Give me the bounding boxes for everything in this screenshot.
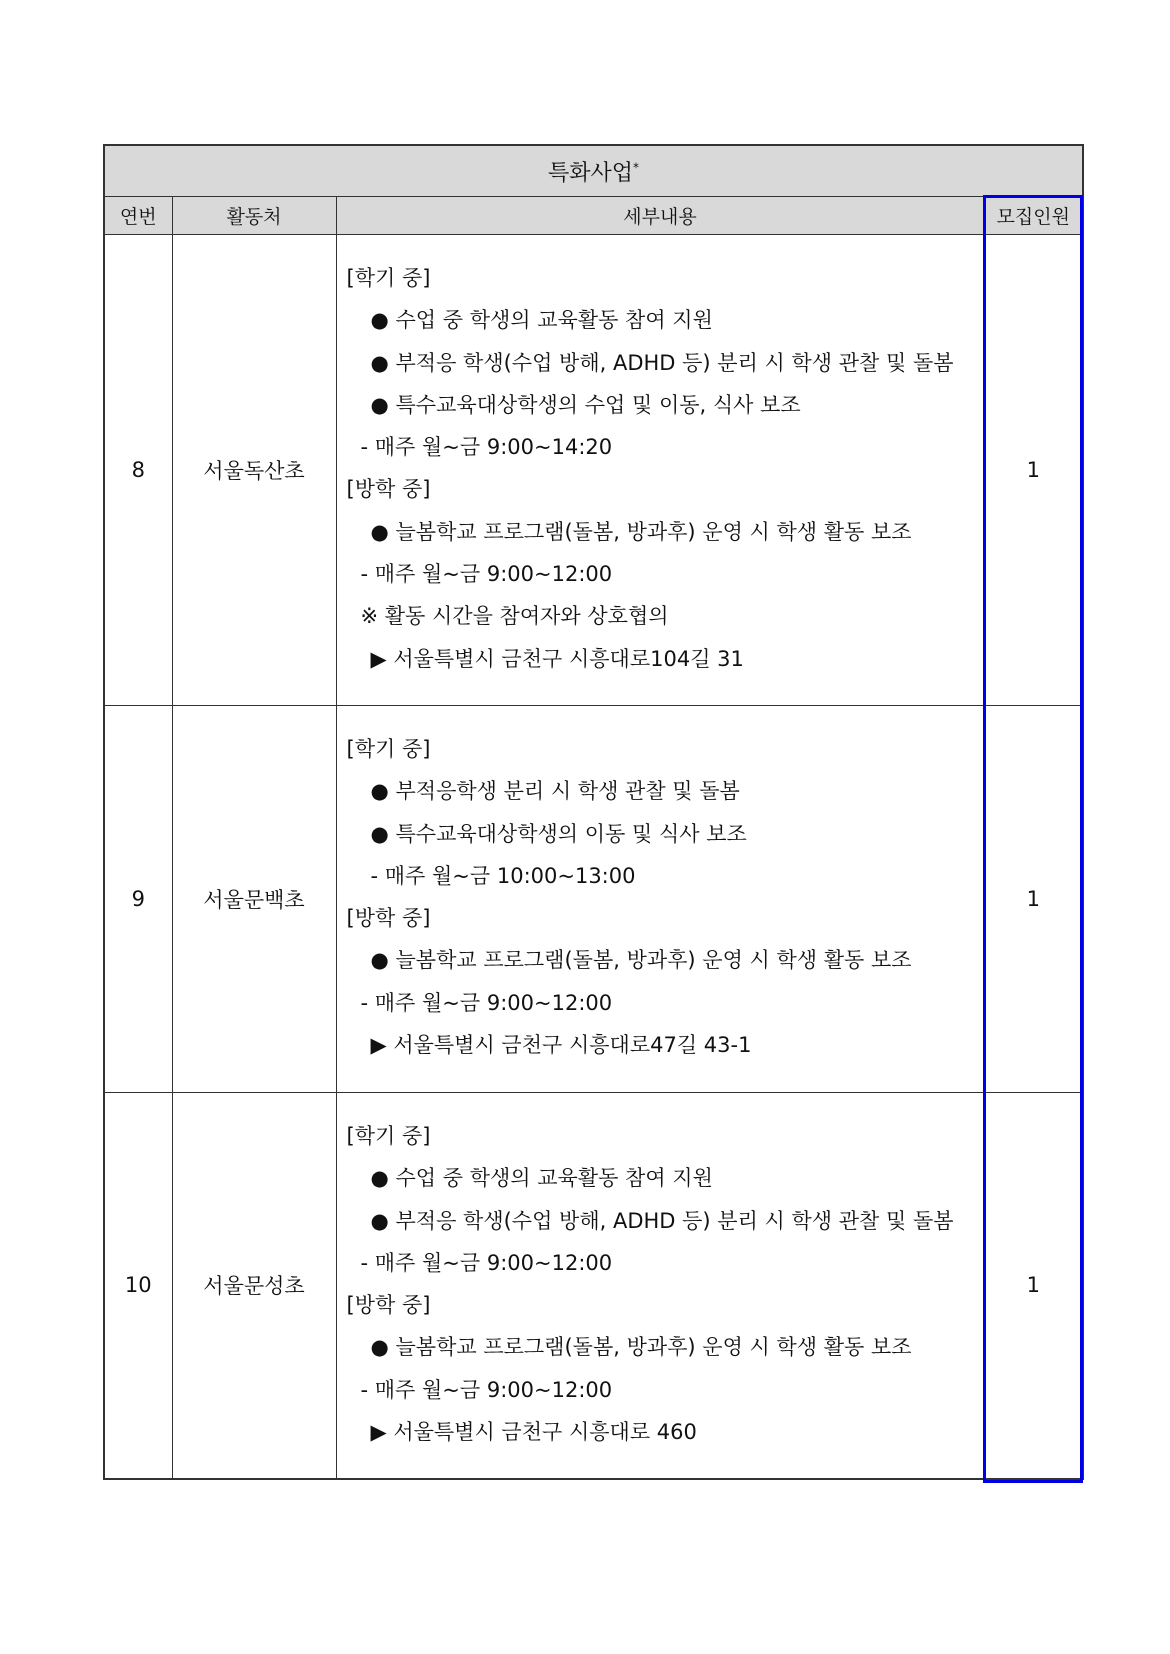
detail-line: ● 부적응 학생(수업 방해, ADHD 등) 분리 시 학생 관찰 및 돌봄 [370,1208,954,1233]
header-details: 세부내용 [336,197,984,235]
detail-line: ● 늘봄학교 프로그램(돌봄, 방과후) 운영 시 학생 활동 보조 [370,948,912,973]
row-details [336,1093,984,1479]
row-count: 1 [984,235,1083,706]
table-row [104,1093,1083,1479]
detail-line: ● 늘봄학교 프로그램(돌봄, 방과후) 운영 시 학생 활동 보조 [370,519,912,544]
detail-line: [방학 중] [346,1293,431,1318]
row-no: 9 [104,706,172,1093]
header-count: 모집인원 [984,197,1083,235]
detail-line: - 매주 월~금 9:00~12:00 [360,562,613,587]
row-place: 서울문백초 [172,706,336,1093]
row-details [336,706,984,1093]
detail-line: ● 특수교육대상학생의 수업 및 이동, 식사 보조 [370,392,801,417]
row-details [336,235,984,706]
detail-line: - 매주 월~금 9:00~14:20 [360,435,613,460]
detail-line: ● 수업 중 학생의 교육활동 참여 지원 [370,1166,713,1191]
table-row [104,235,1083,706]
detail-line: - 매주 월~금 10:00~13:00 [370,863,636,888]
header-place: 활동처 [172,197,336,235]
detail-line: ● 부적응 학생(수업 방해, ADHD 등) 분리 시 학생 관찰 및 돌봄 [370,350,954,375]
detail-line: ● 늘봄학교 프로그램(돌봄, 방과후) 운영 시 학생 활동 보조 [370,1335,912,1360]
detail-line: [학기 중] [346,737,431,761]
detail-line: ● 특수교육대상학생의 이동 및 식사 보조 [370,821,747,846]
detail-line: ● 부적응학생 분리 시 학생 관찰 및 돌봄 [370,779,740,804]
row-place: 서울독산초 [172,235,336,706]
table-row [104,706,1083,1093]
row-count: 1 [984,706,1083,1093]
detail-line: [방학 중] [346,477,431,502]
detail-line: - 매주 월~금 9:00~12:00 [360,1250,613,1275]
program-table [103,144,1084,1480]
detail-line: ▶ 서울특별시 금천구 시흥대로 460 [370,1420,697,1445]
row-count: 1 [984,1093,1083,1479]
header-no: 연번 [104,197,172,235]
detail-line: ▶ 서울특별시 금천구 시흥대로104길 31 [370,646,744,671]
detail-line: ● 수업 중 학생의 교육활동 참여 지원 [370,308,713,333]
detail-line: ※ 활동 시간을 참여자와 상호협의 [360,604,669,629]
table-title [104,145,1083,197]
highlight-box [983,195,1083,1483]
row-no: 8 [104,235,172,706]
title-text: 특화사업 [548,160,634,186]
detail-line: ▶ 서울특별시 금천구 시흥대로47길 43-1 [370,1033,752,1058]
title-mark: * [633,160,640,175]
detail-line: [방학 중] [346,906,431,931]
detail-line: - 매주 월~금 9:00~12:00 [360,1377,613,1402]
row-place: 서울문성초 [172,1093,336,1479]
detail-line: - 매주 월~금 9:00~12:00 [360,990,613,1015]
detail-line: [학기 중] [346,266,431,290]
row-no: 10 [104,1093,172,1479]
detail-line: [학기 중] [346,1124,431,1148]
